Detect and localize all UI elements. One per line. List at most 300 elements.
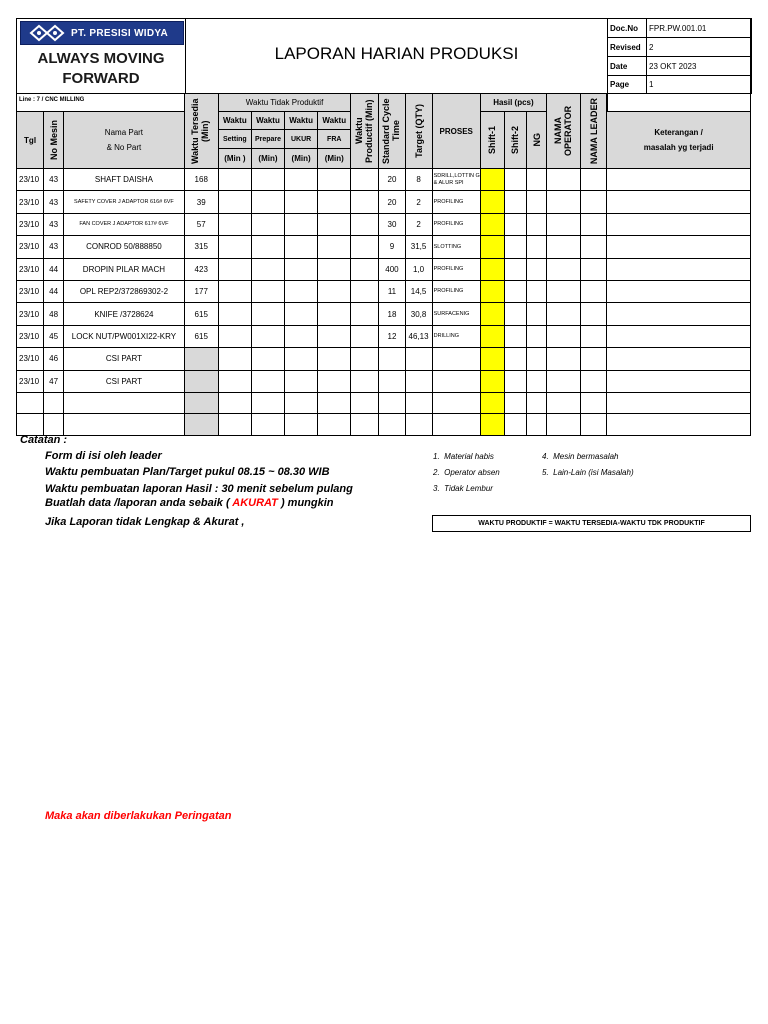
cell-part: KNIFE /3728624 (64, 303, 185, 325)
subcol-unit: (Min) (318, 149, 351, 169)
cell-waktu-prepare (251, 236, 284, 258)
cell-target (405, 392, 432, 414)
cell-leader[interactable] (581, 325, 607, 347)
reason-number: 2. (433, 468, 440, 477)
cell-waktu-ukur (285, 213, 318, 235)
cell-keterangan[interactable] (607, 236, 751, 258)
cell-waktu-produktif (351, 325, 379, 347)
cell-leader[interactable] (581, 370, 607, 392)
cell-shift1[interactable] (480, 213, 504, 235)
cell-leader[interactable] (581, 348, 607, 370)
cell-keterangan[interactable] (607, 280, 751, 302)
cell-keterangan[interactable] (607, 414, 751, 436)
cell-waktu-setting (218, 169, 251, 191)
cell-waktu-produktif (351, 414, 379, 436)
reason-item (542, 452, 619, 461)
meta-value: 1 (647, 76, 752, 94)
cell-proses: SDRILL,LOTTIN G & ALUR SPI (432, 169, 480, 191)
cell-cycle-time: 30 (379, 213, 405, 235)
cell-waktu-ukur (285, 392, 318, 414)
cell-leader[interactable] (581, 258, 607, 280)
cell-shift1[interactable] (480, 280, 504, 302)
note-line-accurate-post: ) mungkin (277, 497, 334, 509)
cell-mesin: 43 (44, 213, 64, 235)
cell-keterangan[interactable] (607, 258, 751, 280)
cell-shift2[interactable] (504, 303, 526, 325)
company-logo-icon (27, 24, 67, 42)
cell-waktu-produktif (351, 392, 379, 414)
cell-target: 2 (405, 213, 432, 235)
cell-tgl (17, 414, 44, 436)
subcol-mid: FRA (318, 130, 351, 149)
cell-cycle-time: 9 (379, 236, 405, 258)
table-row (17, 236, 751, 258)
cell-operator[interactable] (547, 236, 581, 258)
cell-cycle-time: 11 (379, 280, 405, 302)
note-line: Waktu pembuatan laporan Hasil : 30 menit sebelum pulang (45, 483, 353, 495)
note-line-accurate (45, 497, 334, 509)
note-line-accurate-pre: Buatlah data /laporan anda sebaik ( (45, 497, 233, 509)
cell-waktu-fra (318, 213, 351, 235)
subcol-top: Waktu (218, 112, 251, 130)
cell-waktu-fra (318, 169, 351, 191)
cell-waktu-ukur (285, 325, 318, 347)
reason-text: Operator absen (444, 468, 500, 477)
col-masalah: masalah yg terjadi (643, 143, 714, 152)
cell-keterangan[interactable] (607, 191, 751, 213)
cell-proses (432, 348, 480, 370)
reason-text: Material habis (444, 452, 494, 461)
cell-waktu-fra (318, 280, 351, 302)
cell-waktu-prepare (251, 258, 284, 280)
cell-part: SAFETY COVER J ADAPTOR 616# 6VF (64, 191, 185, 213)
cell-shift2[interactable] (504, 258, 526, 280)
cell-target: 1,0 (405, 258, 432, 280)
table-row (17, 414, 751, 436)
cell-keterangan[interactable] (607, 348, 751, 370)
cell-ng[interactable] (526, 325, 546, 347)
cell-waktu-setting (218, 370, 251, 392)
cell-tgl: 23/10 (17, 169, 44, 191)
cell-proses: PROFILING (432, 280, 480, 302)
cell-part: FAN COVER J ADAPTOR 617# 6VF (64, 213, 185, 235)
cell-mesin: 43 (44, 169, 64, 191)
cell-operator[interactable] (547, 169, 581, 191)
cell-waktu-ukur (285, 370, 318, 392)
notes-heading: Catatan : (20, 434, 68, 446)
cell-waktu-ukur (285, 280, 318, 302)
cell-shift2[interactable] (504, 348, 526, 370)
cell-waktu-ukur (285, 414, 318, 436)
cell-target: 30,8 (405, 303, 432, 325)
cell-proses (432, 392, 480, 414)
reason-number: 3. (433, 484, 440, 493)
cell-shift1[interactable] (480, 303, 504, 325)
cell-proses: DRILLING (432, 325, 480, 347)
note-line: Waktu pembuatan Plan/Target pukul 08.15 ~ 08.30 WIB (45, 466, 330, 478)
cell-tgl: 23/10 (17, 258, 44, 280)
cell-tgl: 23/10 (17, 236, 44, 258)
table-row (17, 348, 751, 370)
col-nama-part: Nama Part (104, 128, 144, 137)
cell-keterangan[interactable] (607, 370, 751, 392)
cell-target (405, 414, 432, 436)
cell-mesin: 44 (44, 280, 64, 302)
col-proses: PROSES (432, 94, 480, 169)
cell-waktu-tersedia (184, 370, 218, 392)
report-title: LAPORAN HARIAN PRODUKSI (274, 44, 519, 63)
cell-proses (432, 370, 480, 392)
cell-waktu-setting (218, 191, 251, 213)
cell-shift2[interactable] (504, 213, 526, 235)
cell-leader[interactable] (581, 191, 607, 213)
table-row (17, 392, 751, 414)
cell-waktu-ukur (285, 169, 318, 191)
cell-operator[interactable] (547, 213, 581, 235)
meta-value: 23 OKT 2023 (647, 57, 752, 76)
cell-part: CSI PART (64, 348, 185, 370)
cell-shift2[interactable] (504, 325, 526, 347)
cell-waktu-setting (218, 213, 251, 235)
cell-mesin (44, 414, 64, 436)
cell-ng[interactable] (526, 191, 546, 213)
cell-waktu-tersedia: 57 (184, 213, 218, 235)
cell-waktu-produktif (351, 280, 379, 302)
company-name: PT. PRESISI WIDYA (71, 27, 168, 39)
cell-waktu-prepare (251, 392, 284, 414)
cell-waktu-fra (318, 348, 351, 370)
cell-mesin: 43 (44, 236, 64, 258)
meta-value: 2 (647, 38, 752, 57)
cell-waktu-fra (318, 325, 351, 347)
subcol-top: Waktu (285, 112, 318, 130)
col-standard-cycle: Standard Cycle Time (380, 98, 401, 164)
cell-tgl: 23/10 (17, 303, 44, 325)
cell-cycle-time: 12 (379, 325, 405, 347)
cell-waktu-prepare (251, 213, 284, 235)
cell-proses (432, 414, 480, 436)
cell-cycle-time: 18 (379, 303, 405, 325)
col-waktu-tersedia: Waktu Tersedia (Min) (190, 98, 211, 164)
cell-shift1[interactable] (480, 258, 504, 280)
col-nama-operator: NAMA OPERATOR (552, 105, 573, 157)
cell-target: 46,13 (405, 325, 432, 347)
cell-shift2[interactable] (504, 414, 526, 436)
col-shift2: Shift-2 (510, 126, 521, 154)
reason-number: 4. (542, 452, 549, 461)
cell-part: SHAFT DAISHA (64, 169, 185, 191)
cell-target: 14,5 (405, 280, 432, 302)
cell-proses: PROFILING (432, 258, 480, 280)
cell-waktu-prepare (251, 191, 284, 213)
cell-waktu-ukur (285, 236, 318, 258)
company-logo-block (17, 19, 185, 93)
cell-mesin (44, 392, 64, 414)
meta-label: Doc.No (608, 19, 647, 38)
cell-waktu-prepare (251, 414, 284, 436)
cell-part: LOCK NUT/PW001XI22-KRY (64, 325, 185, 347)
cell-waktu-produktif (351, 370, 379, 392)
cell-waktu-tersedia: 168 (184, 169, 218, 191)
company-slogan-line1: ALWAYS MOVING (37, 50, 165, 67)
col-target: Target (QTY) (413, 104, 424, 158)
subcol-unit: (Min) (251, 149, 284, 169)
cell-keterangan[interactable] (607, 325, 751, 347)
cell-part: DROPIN PILAR MACH (64, 258, 185, 280)
col-no-part: & No Part (106, 143, 142, 152)
meta-label: Page (608, 76, 647, 94)
reason-item (433, 484, 493, 493)
cell-part: OPL REP2/372869302-2 (64, 280, 185, 302)
cell-ng[interactable] (526, 303, 546, 325)
col-ng: NG (531, 133, 542, 147)
reason-item (433, 452, 494, 461)
cell-waktu-fra (318, 303, 351, 325)
cell-shift2[interactable] (504, 191, 526, 213)
cell-cycle-time (379, 370, 405, 392)
cell-ng[interactable] (526, 370, 546, 392)
cell-mesin: 43 (44, 191, 64, 213)
cell-waktu-produktif (351, 236, 379, 258)
note-line: Jika Laporan tidak Lengkap & Akurat , (45, 516, 245, 528)
cell-part: CONROD 50/888850 (64, 236, 185, 258)
subcol-mid: UKUR (285, 130, 318, 149)
cell-waktu-setting (218, 280, 251, 302)
cell-waktu-tersedia (184, 414, 218, 436)
table-row (17, 280, 751, 302)
col-keterangan: Keterangan / (654, 128, 703, 137)
table-row (17, 169, 751, 191)
cell-keterangan[interactable] (607, 169, 751, 191)
cell-waktu-prepare (251, 325, 284, 347)
formula-text: WAKTU PRODUKTIF = WAKTU TERSEDIA-WAKTU TDK PRODUKTIF (478, 520, 705, 527)
reason-number: 5. (542, 468, 549, 477)
table-row (17, 191, 751, 213)
cell-waktu-setting (218, 303, 251, 325)
cell-operator[interactable] (547, 325, 581, 347)
cell-waktu-produktif (351, 258, 379, 280)
col-nama-leader: NAMA LEADER (588, 97, 599, 165)
subcol-unit: (Min) (285, 149, 318, 169)
cell-leader[interactable] (581, 213, 607, 235)
cell-waktu-produktif (351, 213, 379, 235)
cell-mesin: 45 (44, 325, 64, 347)
cell-ng[interactable] (526, 348, 546, 370)
company-logo-bar (20, 21, 184, 45)
cell-waktu-tersedia: 177 (184, 280, 218, 302)
cell-tgl: 23/10 (17, 213, 44, 235)
cell-operator[interactable] (547, 303, 581, 325)
cell-waktu-setting (218, 325, 251, 347)
cell-waktu-setting (218, 392, 251, 414)
cell-waktu-produktif (351, 348, 379, 370)
cell-operator[interactable] (547, 370, 581, 392)
cell-waktu-produktif (351, 191, 379, 213)
cell-target: 31,5 (405, 236, 432, 258)
cell-waktu-fra (318, 191, 351, 213)
cell-waktu-prepare (251, 370, 284, 392)
cell-leader[interactable] (581, 280, 607, 302)
cell-operator[interactable] (547, 414, 581, 436)
subcol-mid: Prepare (251, 130, 284, 149)
cell-part (64, 392, 185, 414)
cell-tgl (17, 392, 44, 414)
cell-tgl: 23/10 (17, 325, 44, 347)
cell-ng[interactable] (526, 236, 546, 258)
cell-waktu-fra (318, 392, 351, 414)
cell-leader[interactable] (581, 303, 607, 325)
table-row (17, 325, 751, 347)
cell-tgl: 23/10 (17, 280, 44, 302)
cell-shift1[interactable] (480, 392, 504, 414)
cell-waktu-setting (218, 236, 251, 258)
cell-operator[interactable] (547, 348, 581, 370)
formula-box (432, 515, 751, 532)
cell-keterangan[interactable] (607, 392, 751, 414)
cell-cycle-time (379, 392, 405, 414)
cell-operator[interactable] (547, 191, 581, 213)
cell-ng[interactable] (526, 169, 546, 191)
cell-waktu-tersedia: 39 (184, 191, 218, 213)
cell-tgl: 23/10 (17, 370, 44, 392)
cell-ng[interactable] (526, 414, 546, 436)
cell-keterangan[interactable] (607, 303, 751, 325)
table-row (17, 213, 751, 235)
cell-cycle-time: 20 (379, 169, 405, 191)
cell-mesin: 48 (44, 303, 64, 325)
subcol-mid: Setting (218, 130, 251, 149)
production-table (16, 93, 751, 436)
cell-waktu-tersedia: 315 (184, 236, 218, 258)
cell-waktu-fra (318, 258, 351, 280)
cell-cycle-time: 400 (379, 258, 405, 280)
cell-waktu-tersedia: 615 (184, 303, 218, 325)
cell-waktu-fra (318, 414, 351, 436)
col-hasil: Hasil (pcs) (480, 94, 546, 112)
cell-shift2[interactable] (504, 236, 526, 258)
cell-operator[interactable] (547, 280, 581, 302)
company-slogan-line2: FORWARD (62, 70, 140, 87)
cell-waktu-produktif (351, 303, 379, 325)
cell-cycle-time (379, 414, 405, 436)
cell-part: CSI PART (64, 370, 185, 392)
cell-ng[interactable] (526, 280, 546, 302)
cell-leader[interactable] (581, 236, 607, 258)
cell-operator[interactable] (547, 392, 581, 414)
reason-text: Tidak Lembur (444, 484, 493, 493)
cell-shift1[interactable] (480, 348, 504, 370)
table-row (17, 303, 751, 325)
meta-value: FPR.PW.001.01 (647, 19, 752, 38)
col-waktu-tidak-produktif: Waktu Tidak Produktif (218, 94, 351, 112)
cell-waktu-ukur (285, 258, 318, 280)
subcol-top: Waktu (318, 112, 351, 130)
cell-waktu-prepare (251, 169, 284, 191)
cell-proses: PROFILING (432, 191, 480, 213)
cell-proses: SLOTTING (432, 236, 480, 258)
cell-shift1[interactable] (480, 325, 504, 347)
cell-waktu-fra (318, 236, 351, 258)
cell-shift2[interactable] (504, 392, 526, 414)
cell-shift2[interactable] (504, 169, 526, 191)
cell-mesin: 47 (44, 370, 64, 392)
cell-part (64, 414, 185, 436)
cell-ng[interactable] (526, 392, 546, 414)
cell-shift1[interactable] (480, 370, 504, 392)
cell-waktu-prepare (251, 303, 284, 325)
warning-text: Maka akan diberlakukan Peringatan (45, 810, 232, 822)
cell-keterangan[interactable] (607, 213, 751, 235)
meta-label: Date (608, 57, 647, 76)
cell-waktu-produktif (351, 169, 379, 191)
col-shift1: Shift-1 (487, 126, 498, 154)
cell-ng[interactable] (526, 213, 546, 235)
cell-waktu-setting (218, 258, 251, 280)
note-line: Form di isi oleh leader (45, 450, 162, 462)
col-waktu-produktif: Waktu Productif (Min) (353, 99, 374, 163)
reason-text: Lain-Lain (isi Masalah) (553, 468, 634, 477)
cell-mesin: 46 (44, 348, 64, 370)
subcol-top: Waktu (251, 112, 284, 130)
cell-leader[interactable] (581, 392, 607, 414)
cell-operator[interactable] (547, 258, 581, 280)
accurate-emphasis: AKURAT (232, 497, 278, 509)
cell-shift1[interactable] (480, 236, 504, 258)
cell-tgl: 23/10 (17, 348, 44, 370)
cell-target: 8 (405, 169, 432, 191)
cell-waktu-prepare (251, 348, 284, 370)
cell-waktu-tersedia: 615 (184, 325, 218, 347)
reason-number: 1. (433, 452, 440, 461)
cell-waktu-setting (218, 414, 251, 436)
cell-waktu-tersedia: 423 (184, 258, 218, 280)
table-row (17, 258, 751, 280)
table-row (17, 370, 751, 392)
cell-target (405, 348, 432, 370)
cell-ng[interactable] (526, 258, 546, 280)
reason-item (542, 468, 634, 477)
cell-shift1[interactable] (480, 414, 504, 436)
line-label: Line : 7 / CNC MILLING (19, 97, 85, 103)
subcol-unit: (Min ) (218, 149, 251, 169)
reason-text: Mesin bermasalah (553, 452, 619, 461)
cell-waktu-setting (218, 348, 251, 370)
cell-waktu-ukur (285, 191, 318, 213)
cell-shift2[interactable] (504, 280, 526, 302)
cell-waktu-tersedia (184, 348, 218, 370)
cell-proses: PROFILING (432, 213, 480, 235)
cell-tgl: 23/10 (17, 191, 44, 213)
cell-proses: SURFACENIG (432, 303, 480, 325)
cell-shift1[interactable] (480, 191, 504, 213)
cell-leader[interactable] (581, 169, 607, 191)
cell-target: 2 (405, 191, 432, 213)
cell-cycle-time (379, 348, 405, 370)
cell-cycle-time: 20 (379, 191, 405, 213)
meta-label: Revised (608, 38, 647, 57)
cell-leader[interactable] (581, 414, 607, 436)
reason-item (433, 468, 500, 477)
cell-waktu-tersedia (184, 392, 218, 414)
cell-shift1[interactable] (480, 169, 504, 191)
col-tgl: Tgl (17, 112, 44, 169)
col-no-mesin: No Mesin (48, 119, 59, 160)
cell-waktu-ukur (285, 348, 318, 370)
cell-waktu-fra (318, 370, 351, 392)
document-meta-table (607, 18, 752, 94)
cell-shift2[interactable] (504, 370, 526, 392)
cell-waktu-prepare (251, 280, 284, 302)
